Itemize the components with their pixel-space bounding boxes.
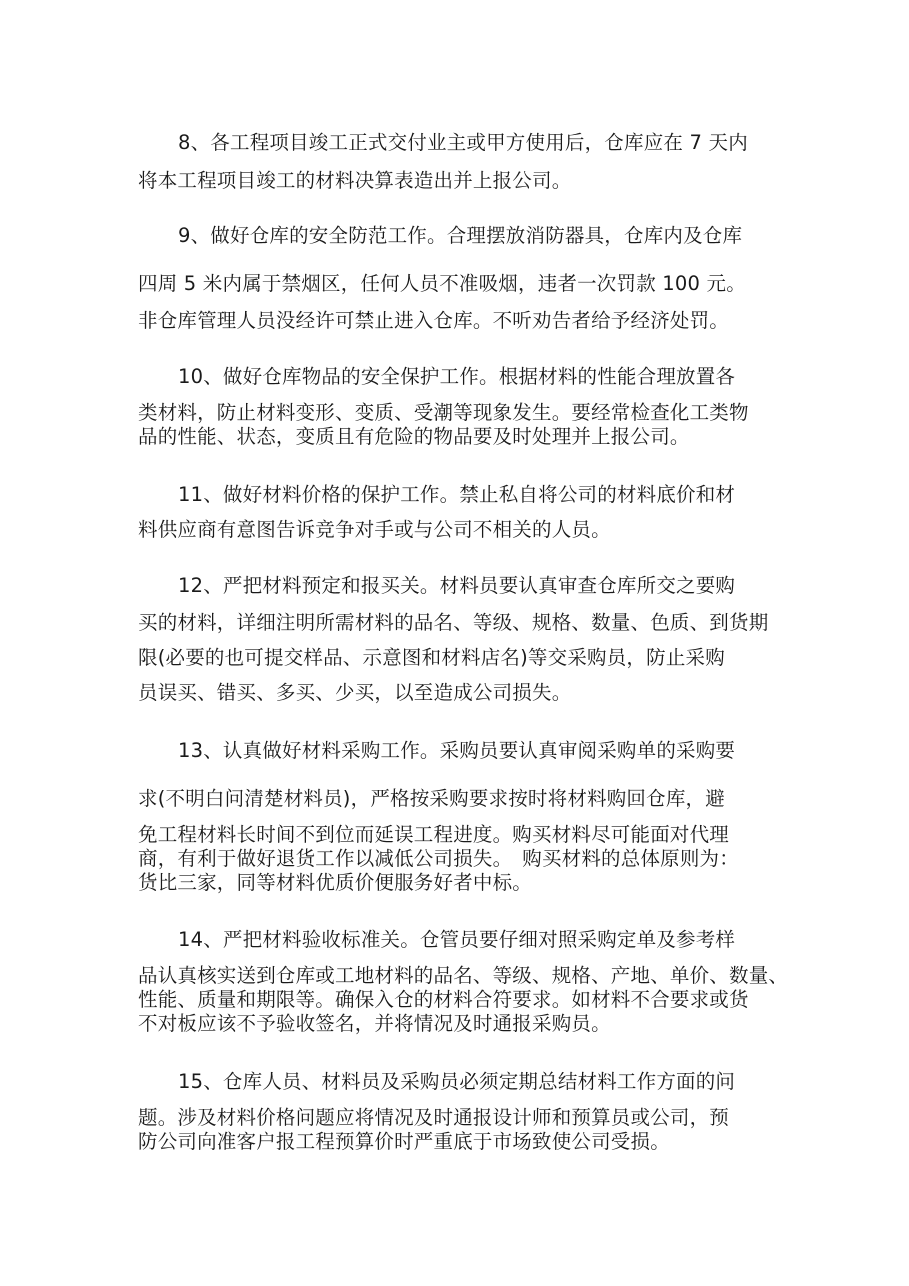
paragraph-line: 10、做好仓库物品的安全保护工作。根据材料的性能合理放置各 <box>178 365 736 388</box>
paragraph-line: 12、严把材料预定和报买关。材料员要认真审查仓库所交之要购 <box>178 574 736 597</box>
paragraph-line: 限(必要的也可提交样品、示意图和材料店名)等交采购员，防止采购 <box>138 646 725 669</box>
paragraph-line: 货比三家，同等材料优质价便服务好者中标。 <box>138 871 533 894</box>
paragraph-line: 品认真核实送到仓库或工地材料的品名、等级、规格、产地、单价、数量、 <box>138 964 789 987</box>
paragraph-line: 非仓库管理人员没经许可禁止进入仓库。不听劝告者给予经济处罚。 <box>138 309 730 332</box>
paragraph-line: 8、各工程项目竣工正式交付业主或甲方使用后，仓库应在 7 天内 <box>178 131 748 154</box>
paragraph-line: 将本工程项目竣工的材料决算表造出并上报公司。 <box>138 169 572 192</box>
paragraph-line: 性能、质量和期限等。确保入仓的材料合符要求。如材料不合要求或货 <box>138 988 749 1011</box>
paragraph-line: 13、认真做好材料采购工作。采购员要认真审阅采购单的采购要 <box>178 739 736 762</box>
paragraph-line: 防公司向准客户报工程预算价时严重底于市场致使公司受损。 <box>138 1130 670 1153</box>
paragraph-line: 免工程材料长时间不到位而延误工程进度。购买材料尽可能面对代理 <box>138 823 730 846</box>
paragraph-line: 料供应商有意图告诉竞争对手或与公司不相关的人员。 <box>138 518 611 541</box>
paragraph-line: 商，有利于做好退货工作以减低公司损失。 购买材料的总体原则为： <box>138 847 739 870</box>
paragraph-line: 9、做好仓库的安全防范工作。合理摆放消防器具，仓库内及仓库 <box>178 224 743 247</box>
paragraph-line: 11、做好材料价格的保护工作。禁止私自将公司的材料底价和材 <box>178 483 736 506</box>
paragraph-line: 类材料，防止材料变形、变质、受潮等现象发生。要经常检查化工类物 <box>138 401 749 424</box>
paragraph-line: 买的材料，详细注明所需材料的品名、等级、规格、数量、色质、到货期 <box>138 611 769 634</box>
paragraph-line: 14、严把材料验收标准关。仓管员要仔细对照采购定单及参考样 <box>178 928 736 951</box>
paragraph-line: 四周 5 米内属于禁烟区，任何人员不准吸烟，违者一次罚款 100 元。 <box>138 272 746 295</box>
paragraph-line: 员误买、错买、多买、少买，以至造成公司损失。 <box>138 681 572 704</box>
paragraph-line: 求(不明白问清楚材料员)，严格按采购要求按时将材料购回仓库，避 <box>138 787 725 810</box>
paragraph-line: 15、仓库人员、材料员及采购员必须定期总结材料工作方面的问 <box>178 1070 736 1093</box>
paragraph-line: 品的性能、状态，变质且有危险的物品要及时处理并上报公司。 <box>138 425 690 448</box>
paragraph-line: 题。涉及材料价格问题应将情况及时通报设计师和预算员或公司，预 <box>138 1106 730 1129</box>
paragraph-line: 不对板应该不予验收签名，并将情况及时通报采购员。 <box>138 1012 611 1035</box>
